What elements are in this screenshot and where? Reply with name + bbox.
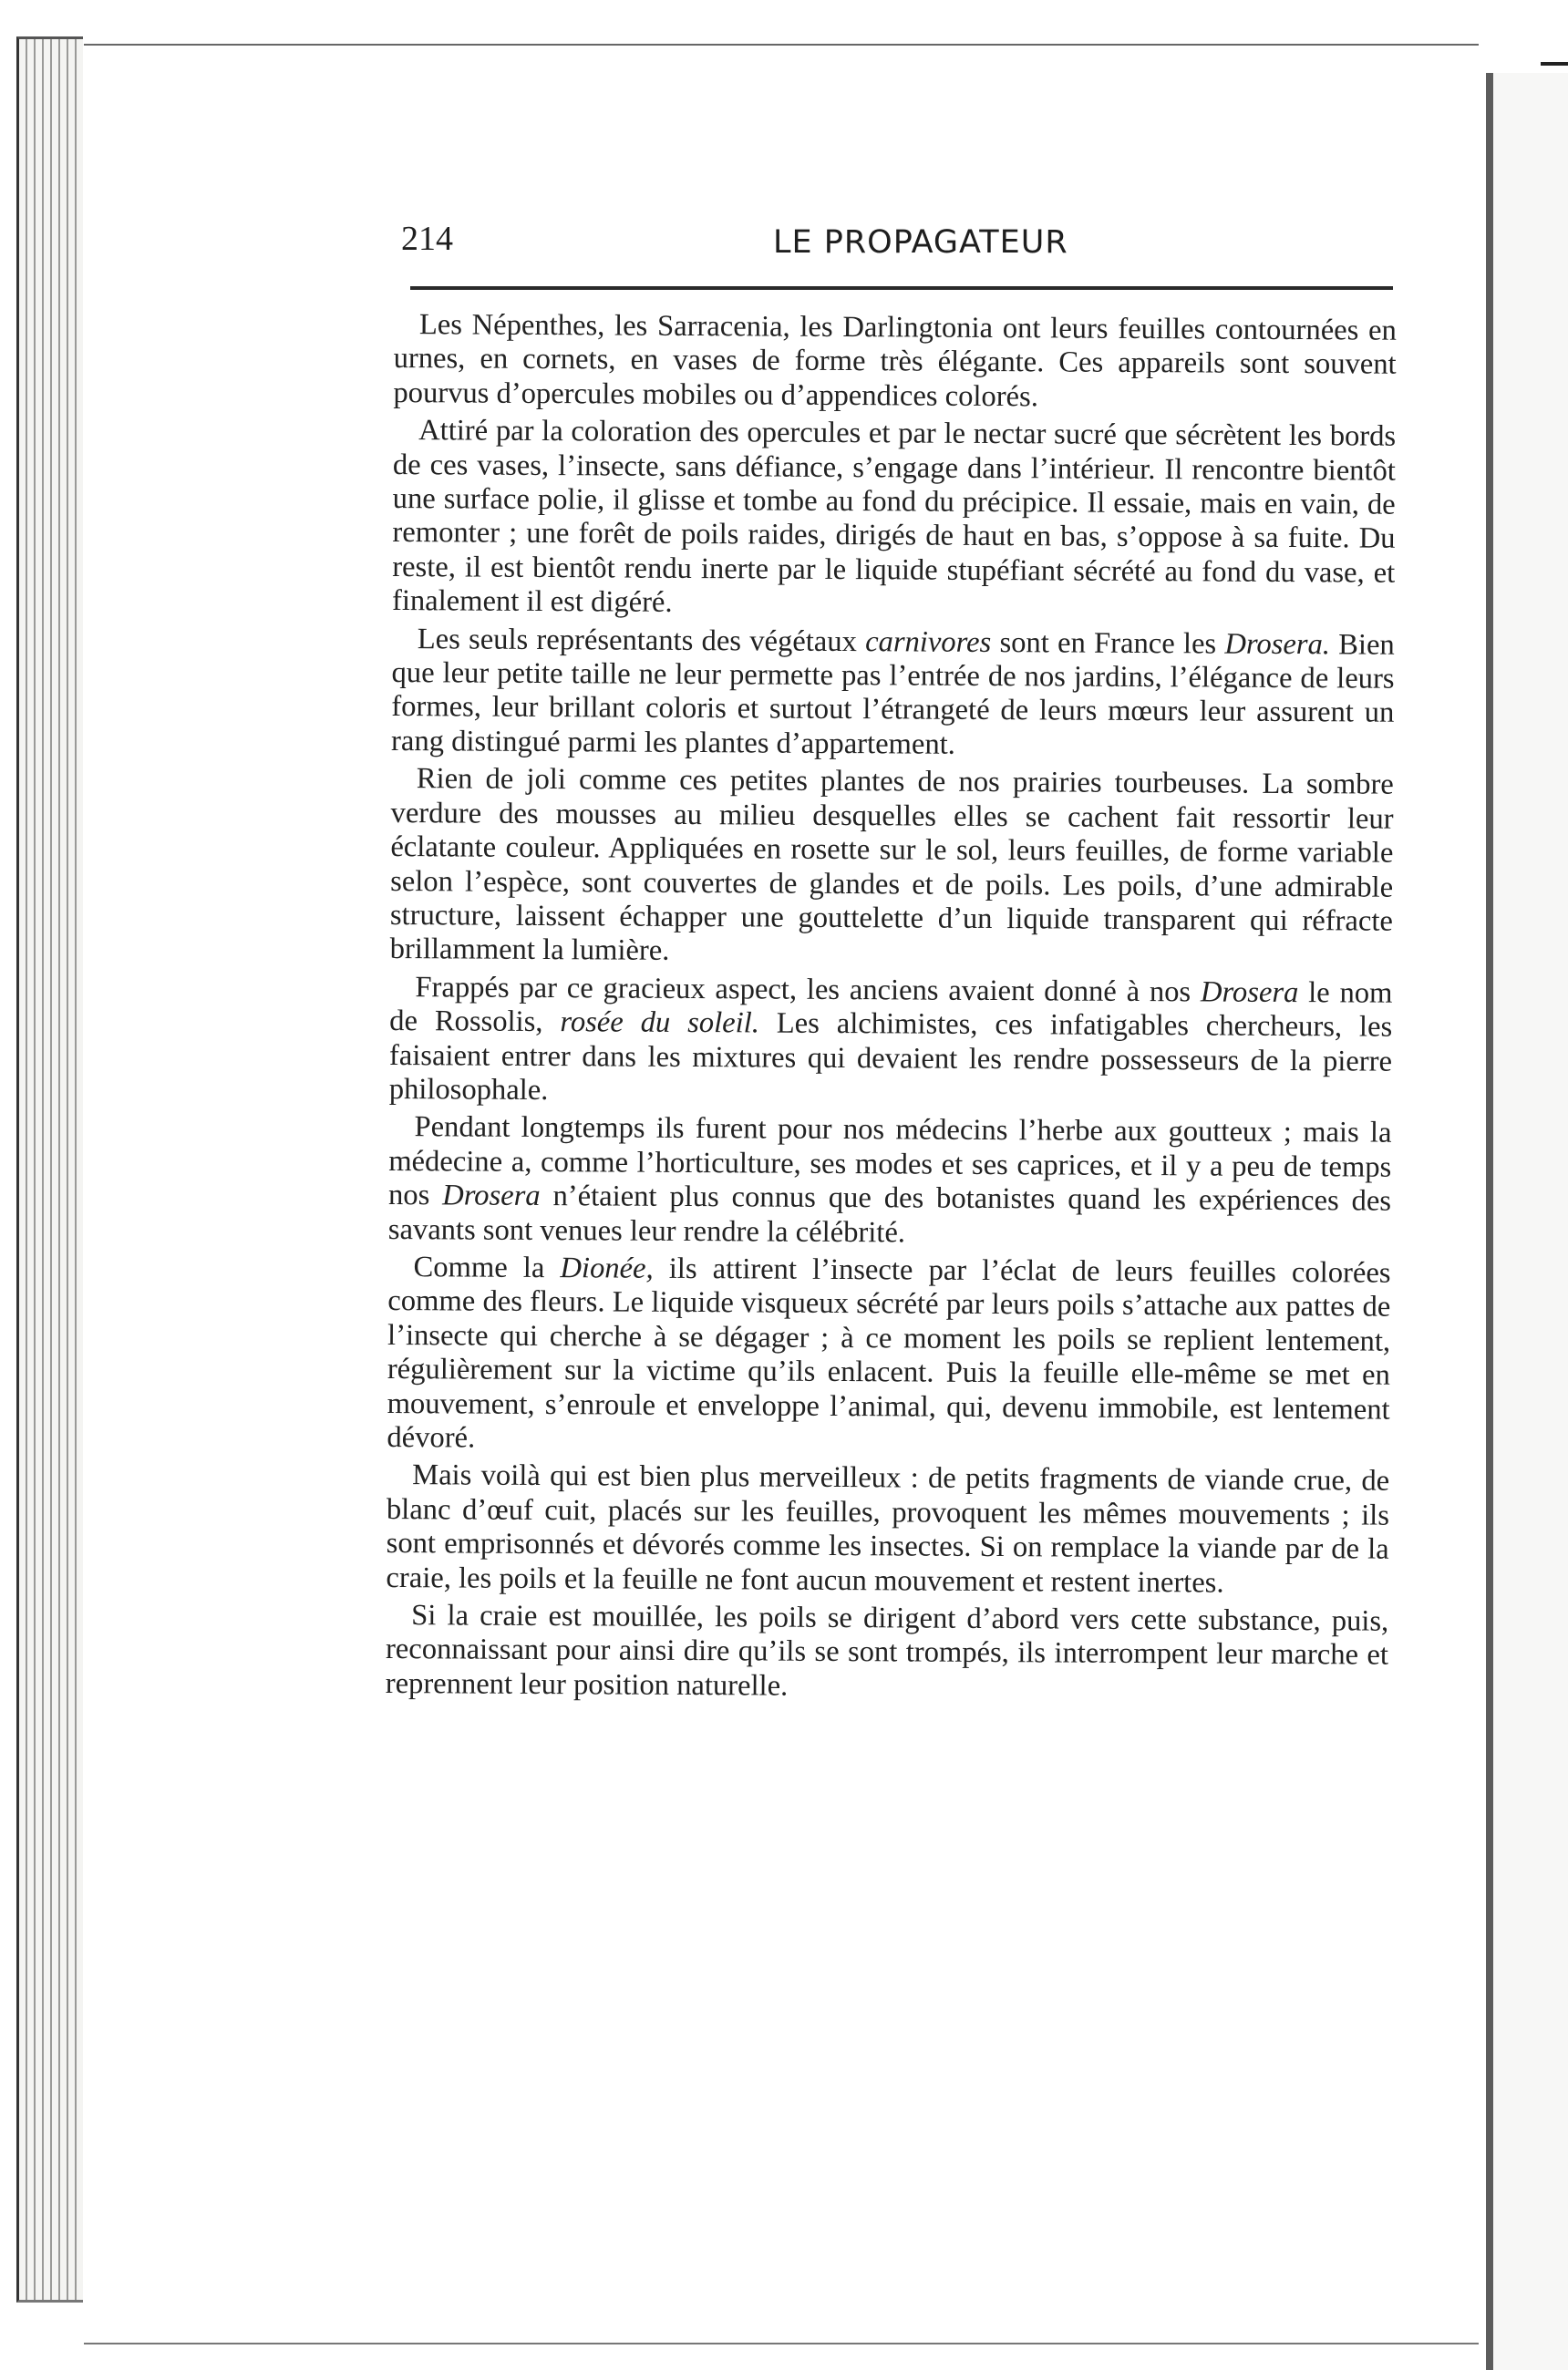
text-run: le nom de Rossolis, <box>389 975 1393 1039</box>
text-run: Si la craie est mouillée, les poils se dirigent d’abord vers cette substance, puis, reconnaissant pour ainsi dire qu’ils se sont trompés, ils interrompent leur marche et reprennent leur position naturelle. <box>385 1599 1389 1703</box>
paragraph <box>389 971 1393 1113</box>
italic-run: Drosera <box>442 1179 541 1213</box>
text-run: Frappés par ce gracieux aspect, les anciens avaient donné à nos <box>415 970 1202 1009</box>
text-run: Les seuls représentants des végétaux <box>417 622 866 658</box>
text-run: Comme la <box>413 1251 561 1285</box>
paragraph <box>386 1458 1389 1601</box>
italic-run: carnivores <box>865 624 992 659</box>
facing-page-edge <box>1493 73 1568 2370</box>
book-page-edges <box>16 36 83 2303</box>
text-run: Attiré par la coloration des opercules et par le nectar sucré que sécrètent les bords de ces vases, l’insecte, sans défiance, s’engage dans l’intérieur. Il rencontre bientôt une surface polie, il glisse et tombe au fond du précipice. Il essaie, mais en vain, de remonter ; une forêt de poils raides, dirigés de haut en bas, s’oppose à sa fuite. Du reste, il est bientôt rendu inerte par le liquide stupéfiant sécrété au fond du vase, et finalement il est digéré. <box>391 414 1397 620</box>
facing-page-corner <box>1541 62 1568 66</box>
text-run: Les Népenthes, les Sarracenia, les Darlingtonia ont leurs feuilles contournées en urnes, en cornets, en vases de forme très élégante. Ces appareils sont souvent pourvus d’opercules mobiles ou d’appendices colorés. <box>393 308 1397 414</box>
right-margin-shadow <box>1486 73 1493 2370</box>
text-run: Rien de joli comme ces petites plantes de nos prairies tourbeuses. La sombre verdure des mousses au milieu desquelles elles se cachent fait ressortir leur éclatante couleur. Appliquées en rosette sur le sol, leurs feuilles, de forme variable selon l’espèce, sont couvertes de glandes et de poils. Les poils, d’une admirable structure, laissent échapper une gouttelette d’un liquide transparent qui réfracte brillamment la lumière. <box>389 762 1394 968</box>
italic-run: Drosera. <box>1224 627 1331 661</box>
running-title: LE PROPAGATEUR <box>773 224 1068 261</box>
paragraph <box>387 1251 1390 1461</box>
text-run: sont en France les <box>991 625 1225 661</box>
body-text <box>386 308 1397 1711</box>
text-run: n’étaient plus connus que des botanistes quand les expériences des savants sont venues leur rendre la célébrité. <box>387 1180 1392 1250</box>
text-run: Mais voilà qui est bien plus merveilleux : de petits fragments de viande crue, de blanc d’œuf cuit, placés sur les feuilles, provoquent les mêmes mouvements ; ils sont emprisonnés et dévorés comme les insectes. Si on remplace la viande par de la craie, les poils et la feuille ne font aucun mouvement et restent inertes. <box>386 1458 1390 1600</box>
text-run: Pendant longtemps ils furent pour nos médecins l’herbe aux goutteux ; mais la médecine a, comme l’horticulture, ses modes et ses caprices, et il y a peu de temps nos <box>387 1110 1392 1212</box>
italic-run: Drosera <box>1200 975 1299 1009</box>
text-run: Bien que leur petite taille ne leur permette pas l’entrée de nos jardins, l’élégance de leurs formes, leur brillant coloris et surtout l’étrangeté de leurs mœurs leur assurent un rang distingué parmi les plantes d’appartement. <box>390 627 1395 761</box>
header-rule <box>410 286 1393 290</box>
page-header <box>401 219 1395 273</box>
paragraph <box>390 762 1394 973</box>
paragraph <box>392 414 1396 624</box>
italic-run: Dionée, <box>560 1252 654 1285</box>
text-run: Les alchimistes, ces infatigables chercheurs, les faisaient entrer dans les mixtures qui devaient les rendre possesseurs de la pierre philosophale. <box>388 1006 1393 1107</box>
text-run: ils attirent l’insecte par l’éclat de leurs feuilles colorées comme des fleurs. Le liquide visqueux sécrété par leurs poils s’attache aux pattes de l’insecte qui cherche à se dégager ; à ce moment les poils se replient lentement, régulièrement sur la victime qu’ils enlacent. Puis la feuille elle-même se met en mouvement, s’enroule et enveloppe l’animal, qui, devenu immobile, est lentement dévoré. <box>387 1252 1391 1455</box>
paragraph <box>393 308 1397 417</box>
paragraph <box>391 623 1395 765</box>
page-number: 214 <box>401 220 453 258</box>
paragraph <box>386 1599 1389 1707</box>
paragraph <box>388 1110 1392 1252</box>
italic-run: rosée du soleil. <box>560 1005 760 1040</box>
